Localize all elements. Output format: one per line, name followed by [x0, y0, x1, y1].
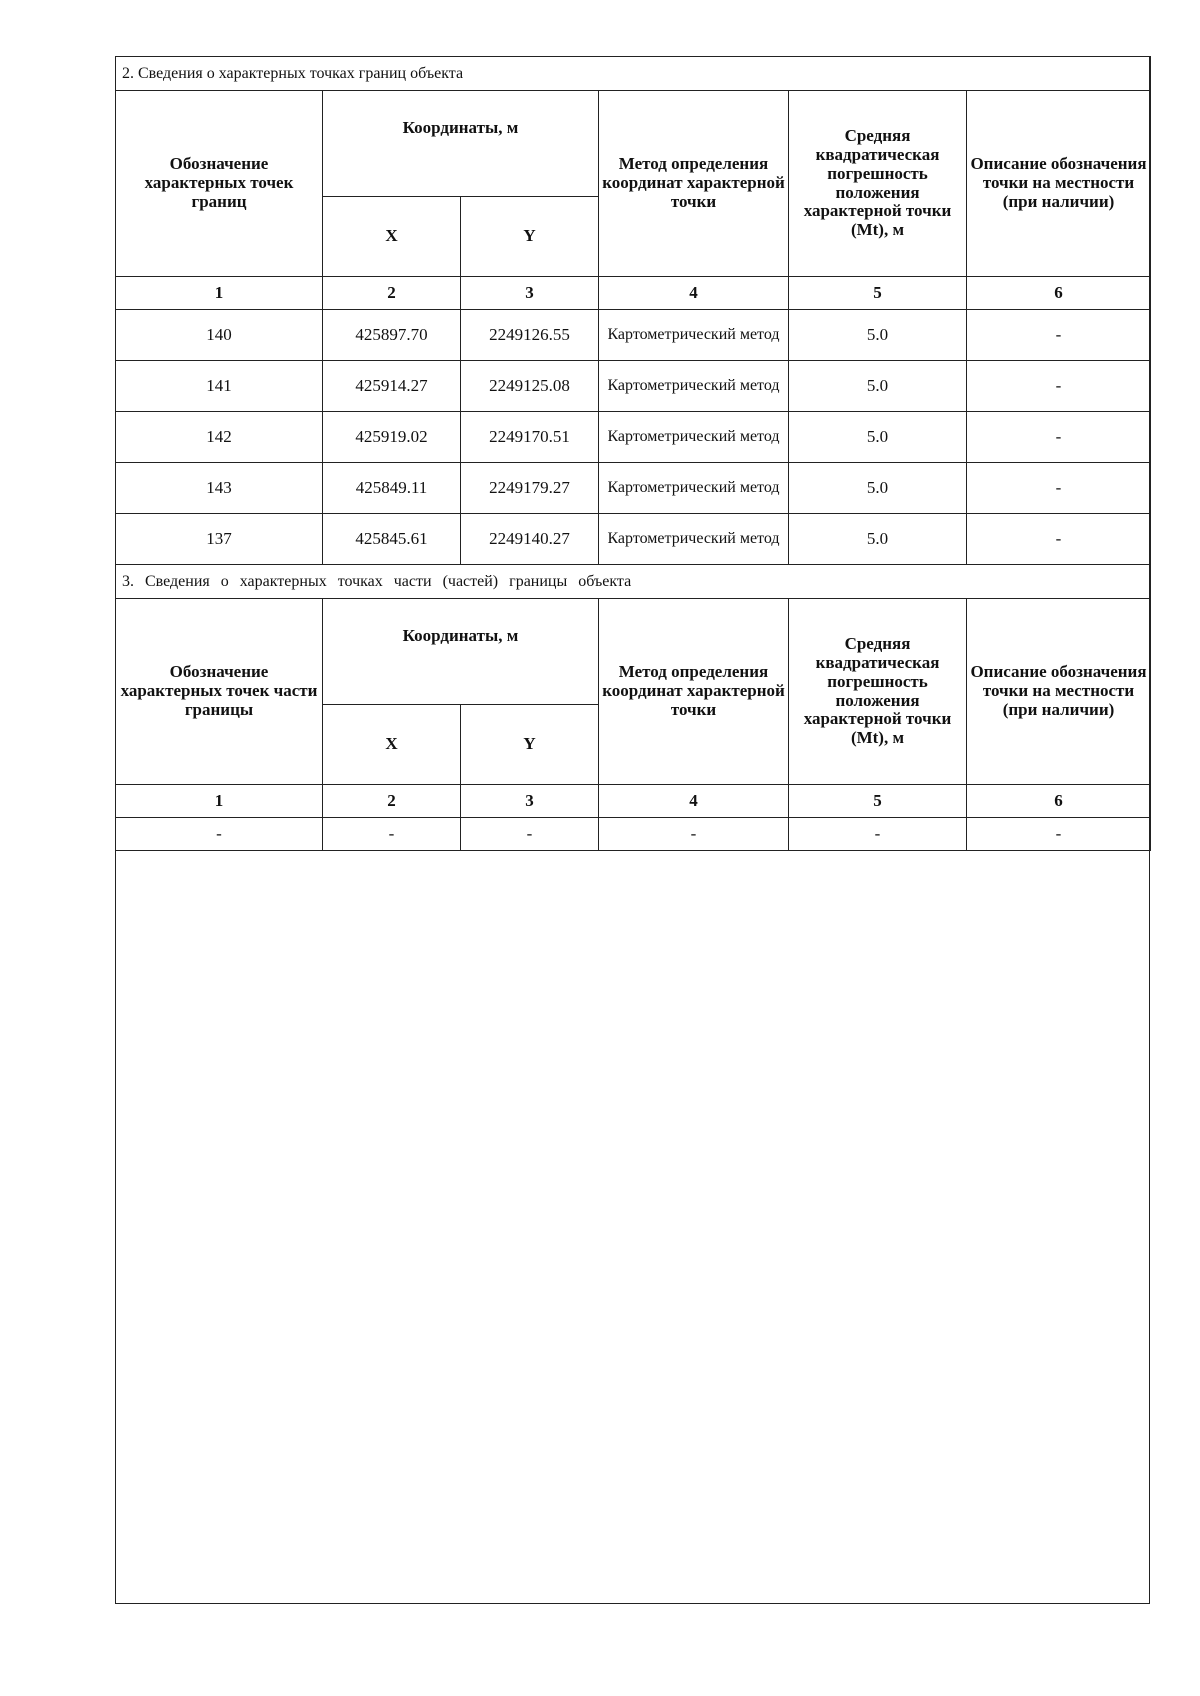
description: - [967, 463, 1151, 514]
description: - [967, 361, 1151, 412]
point-id: 142 [116, 412, 323, 463]
header-designation: Обозначение характерных точек границ [116, 91, 323, 277]
coord-y: 2249179.27 [461, 463, 599, 514]
method: Картометрический метод [599, 412, 789, 463]
column-number: 6 [967, 277, 1151, 310]
column-number: 2 [323, 785, 461, 818]
section-2-header-row-1 [116, 91, 1151, 197]
coord-y: 2249170.51 [461, 412, 599, 463]
column-number: 3 [461, 785, 599, 818]
column-number: 3 [461, 277, 599, 310]
header-designation: Обозначение характерных точек части границы [116, 599, 323, 785]
point-id: 140 [116, 310, 323, 361]
coord-y: 2249126.55 [461, 310, 599, 361]
table-row [116, 514, 1151, 565]
description: - [967, 310, 1151, 361]
coord-x: 425919.02 [323, 412, 461, 463]
column-number: 2 [323, 277, 461, 310]
coord-x: 425897.70 [323, 310, 461, 361]
section-2-column-numbers [116, 277, 1151, 310]
column-number: 5 [789, 785, 967, 818]
point-id: 143 [116, 463, 323, 514]
section-3-column-numbers [116, 785, 1151, 818]
header-error: Средняя квадратическая погрешность положения характерной точки (Mt), м [789, 91, 967, 277]
coord-y: 2249140.27 [461, 514, 599, 565]
column-number: 6 [967, 785, 1151, 818]
column-number: 1 [116, 785, 323, 818]
method: Картометрический метод [599, 361, 789, 412]
header-x: X [323, 197, 461, 277]
header-x: X [323, 705, 461, 785]
header-description: Описание обозначения точки на местности (при наличии) [967, 91, 1151, 277]
error: 5.0 [789, 310, 967, 361]
header-description: Описание обозначения точки на местности (при наличии) [967, 599, 1151, 785]
method: Картометрический метод [599, 463, 789, 514]
point-id: - [116, 818, 323, 851]
coord-x: 425914.27 [323, 361, 461, 412]
table-row [116, 310, 1151, 361]
description: - [967, 514, 1151, 565]
header-coordinates: Координаты, м [323, 599, 599, 705]
column-number: 4 [599, 785, 789, 818]
coord-y: 2249125.08 [461, 361, 599, 412]
header-y: Y [461, 197, 599, 277]
document-page [115, 56, 1150, 1604]
error: - [789, 818, 967, 851]
table-row [116, 412, 1151, 463]
section-3-title: 3. Сведения о характерных точках части (частей) границы объекта [116, 565, 1151, 599]
column-number: 1 [116, 277, 323, 310]
header-y: Y [461, 705, 599, 785]
section-2-title-row [116, 57, 1151, 91]
column-number: 4 [599, 277, 789, 310]
method: - [599, 818, 789, 851]
section-3-header-row-1 [116, 599, 1151, 705]
table-row [116, 818, 1151, 851]
point-id: 137 [116, 514, 323, 565]
section-2-title: 2. Сведения о характерных точках границ объекта [116, 57, 1151, 91]
header-method: Метод определения координат характерной точки [599, 599, 789, 785]
point-id: 141 [116, 361, 323, 412]
column-number: 5 [789, 277, 967, 310]
table-row [116, 463, 1151, 514]
method: Картометрический метод [599, 514, 789, 565]
header-error: Средняя квадратическая погрешность положения характерной точки (Mt), м [789, 599, 967, 785]
table-row [116, 361, 1151, 412]
section-3-title-row [116, 565, 1151, 599]
method: Картометрический метод [599, 310, 789, 361]
error: 5.0 [789, 463, 967, 514]
header-coordinates: Координаты, м [323, 91, 599, 197]
error: 5.0 [789, 514, 967, 565]
header-method: Метод определения координат характерной точки [599, 91, 789, 277]
coord-y: - [461, 818, 599, 851]
coord-x: 425845.61 [323, 514, 461, 565]
coord-x: - [323, 818, 461, 851]
error: 5.0 [789, 412, 967, 463]
description: - [967, 818, 1151, 851]
error: 5.0 [789, 361, 967, 412]
description: - [967, 412, 1151, 463]
boundary-points-table [115, 56, 1151, 851]
coord-x: 425849.11 [323, 463, 461, 514]
